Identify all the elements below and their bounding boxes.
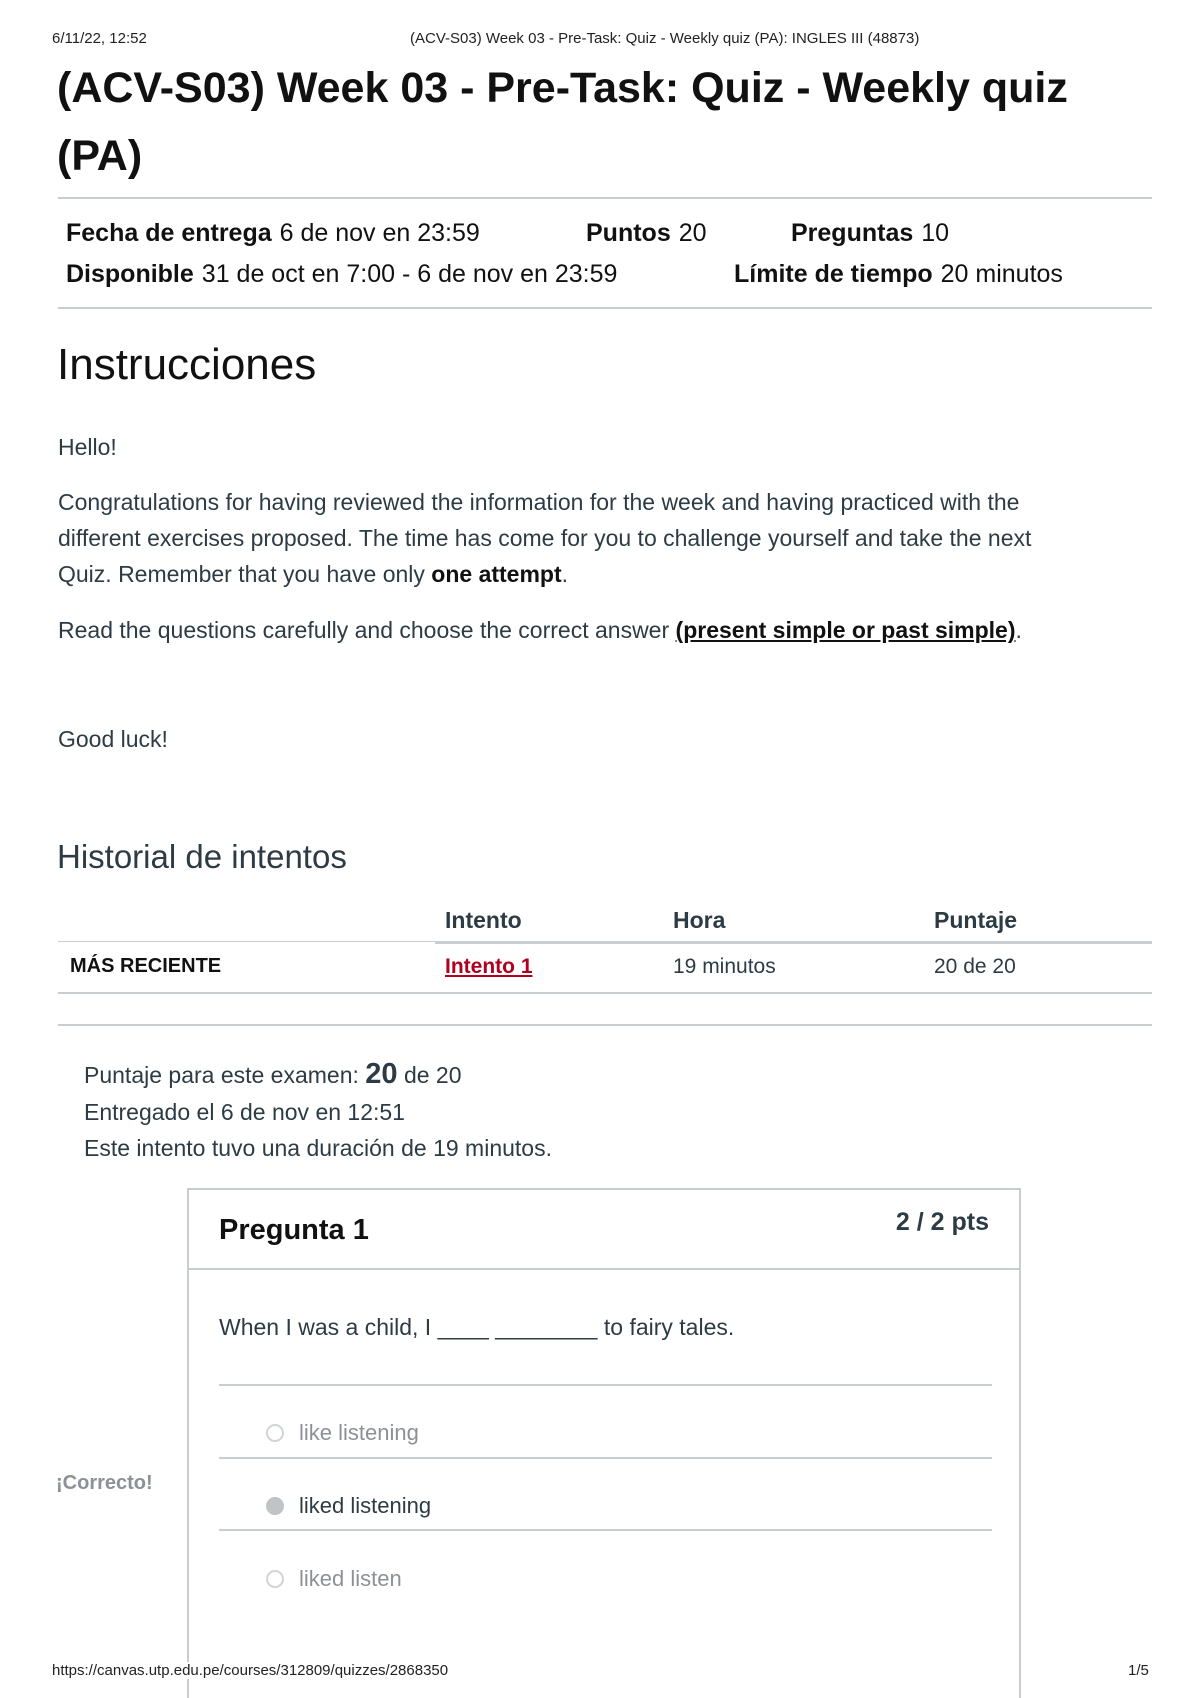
option-divider bbox=[219, 1384, 992, 1386]
question-header bbox=[189, 1190, 1019, 1270]
quiz-title bbox=[57, 54, 1068, 190]
column-header-attempt: Intento bbox=[445, 907, 522, 933]
score-value: 20 bbox=[365, 1058, 398, 1090]
attempt-1-link[interactable]: Intento 1 bbox=[445, 955, 533, 978]
option-label: liked listen bbox=[299, 1566, 402, 1591]
divider bbox=[58, 992, 1152, 994]
due-label: Fecha de entrega bbox=[66, 219, 272, 247]
option-label: like listening bbox=[299, 1420, 419, 1445]
submitted-date: Entregado el 6 de nov en 12:51 bbox=[84, 1099, 405, 1125]
option-divider bbox=[219, 1529, 992, 1531]
divider bbox=[58, 1024, 1152, 1026]
points-label: Puntos bbox=[586, 219, 671, 247]
paragraph-line bbox=[58, 556, 1158, 592]
questions-value: 10 bbox=[921, 219, 950, 247]
paragraph-text: Quiz. Remember that you have only bbox=[58, 561, 432, 587]
paragraph-text: . bbox=[561, 561, 569, 587]
instructions-heading: Instrucciones bbox=[57, 340, 317, 389]
correct-label: ¡Correcto! bbox=[56, 1472, 153, 1494]
due-date bbox=[66, 219, 480, 248]
time-limit bbox=[734, 260, 1063, 289]
print-datetime: 6/11/22, 12:52 bbox=[52, 30, 147, 47]
score-label: Puntaje para este examen: bbox=[84, 1062, 359, 1088]
print-page-title: (ACV-S03) Week 03 - Pre-Task: Quiz - Weekly quiz (PA): INGLES III (48873) bbox=[410, 30, 920, 47]
attempt-duration: Este intento tuvo una duración de 19 minutos. bbox=[84, 1135, 552, 1161]
attempt-score: 20 de 20 bbox=[934, 955, 1016, 978]
questions-label: Preguntas bbox=[791, 219, 914, 247]
time-limit-value: 20 minutos bbox=[940, 260, 1063, 288]
available-label: Disponible bbox=[66, 260, 194, 288]
most-recent-label: MÁS RECIENTE bbox=[70, 955, 222, 977]
paragraph-line: Congratulations for having reviewed the information for the week and having practiced with the bbox=[58, 489, 1020, 515]
score-of: de 20 bbox=[403, 1062, 462, 1088]
attempt-time: 19 minutos bbox=[673, 955, 776, 978]
print-page-number: 1/5 bbox=[1128, 1662, 1149, 1679]
quiz-title-line1: (ACV-S03) Week 03 - Pre-Task: Quiz - Weekly quiz bbox=[57, 64, 1068, 112]
radio-button-selected[interactable] bbox=[266, 1497, 284, 1515]
divider bbox=[58, 941, 1152, 942]
present-past-simple-link[interactable]: (present simple or past simple) bbox=[675, 617, 1016, 643]
greeting-text: Hello! bbox=[58, 434, 117, 460]
radio-button[interactable] bbox=[266, 1570, 284, 1588]
questions bbox=[791, 219, 949, 248]
print-url: https://canvas.utp.edu.pe/courses/312809/quizzes/2868350 bbox=[52, 1662, 449, 1679]
due-value: 6 de nov en 23:59 bbox=[279, 219, 480, 247]
points-value: 20 bbox=[678, 219, 707, 247]
paragraph-text: . bbox=[1015, 617, 1022, 643]
option-divider bbox=[219, 1457, 992, 1459]
paragraph-line: different exercises proposed. The time has come for you to challenge yourself and take the next bbox=[58, 525, 1032, 551]
column-header-score: Puntaje bbox=[934, 907, 1018, 933]
divider bbox=[58, 197, 1152, 199]
closing-text: Good luck! bbox=[58, 726, 168, 752]
time-limit-label: Límite de tiempo bbox=[734, 260, 933, 288]
available-value: 31 de oct en 7:00 - 6 de nov en 23:59 bbox=[201, 260, 618, 288]
radio-button[interactable] bbox=[266, 1424, 284, 1442]
quiz-title-line2: (PA) bbox=[57, 132, 143, 180]
divider bbox=[58, 307, 1152, 309]
emphasis-one-attempt: one attempt bbox=[431, 561, 562, 587]
question-title: Pregunta 1 bbox=[219, 1214, 369, 1246]
question-points: 2 / 2 pts bbox=[895, 1208, 989, 1236]
option-label: liked listening bbox=[299, 1493, 432, 1518]
score-summary bbox=[84, 1058, 462, 1091]
column-header-time: Hora bbox=[673, 907, 726, 933]
availability bbox=[66, 260, 617, 289]
points bbox=[586, 219, 707, 248]
question-text: When I was a child, I ____ ________ to fairy tales. bbox=[219, 1314, 735, 1340]
question-card bbox=[187, 1188, 1021, 1698]
paragraph-text: Read the questions carefully and choose the correct answer bbox=[58, 617, 676, 643]
history-heading: Historial de intentos bbox=[57, 838, 347, 875]
instructions-paragraph bbox=[58, 484, 1158, 592]
instructions-choose bbox=[58, 612, 1022, 648]
